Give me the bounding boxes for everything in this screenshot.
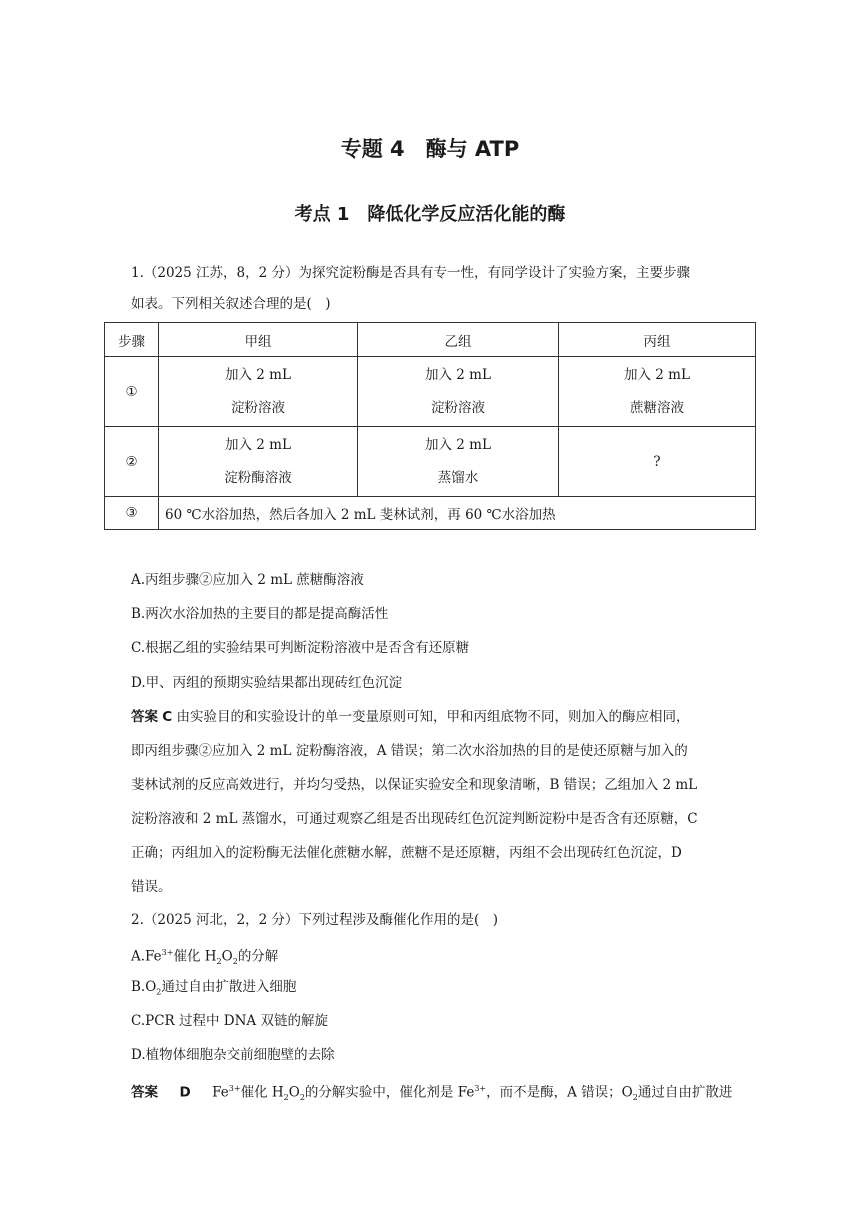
cell-line: 淀粉溶液	[431, 399, 485, 416]
text: 的分解	[237, 948, 279, 965]
text: A.Fe	[131, 948, 162, 965]
cell-line: 加入 2 mL	[425, 366, 491, 383]
q2-answer-line	[131, 1079, 732, 1108]
q1-option-b: B.两次水浴加热的主要目的都是提高酶活性	[131, 606, 389, 622]
q1-option-d: D.甲、丙组的预期实验结果都出现砖红色沉淀	[131, 675, 403, 691]
header-step: 步骤	[105, 323, 159, 357]
text: Fe	[212, 1084, 229, 1101]
text: 的分解实验中，催化剂是 Fe	[304, 1084, 475, 1101]
q1-answer-line	[131, 707, 690, 727]
text: 催化 H	[173, 948, 217, 965]
cell-line: 加入 2 mL	[225, 366, 291, 383]
text: ，而不是酶，A 错误；O	[486, 1084, 633, 1101]
header-group-a: 甲组	[159, 323, 358, 357]
superscript: 3+	[161, 948, 174, 957]
q2-option-b	[131, 977, 296, 1003]
cell-line: 加入 2 mL	[225, 436, 291, 453]
table-row	[105, 497, 756, 530]
cell	[559, 357, 756, 427]
step-cell: ②	[105, 427, 159, 497]
subscript: 2	[283, 1093, 289, 1103]
answer-label: 答案	[131, 1084, 158, 1101]
merged-cell: 60 ℃水浴加热，然后各加入 2 mL 斐林试剂，再 60 ℃水浴加热	[159, 497, 756, 530]
table-row	[105, 357, 756, 427]
subscript: 2	[632, 1093, 638, 1103]
answer-key: C	[162, 709, 173, 725]
q1-stem-line1: 1.（2025 江苏，8，2 分）为探究淀粉酶是否具有专一性，有同学设计了实验方案，主要步骤	[131, 265, 690, 281]
q2-option-a	[131, 943, 278, 972]
header-group-c: 丙组	[559, 323, 756, 357]
q1-stem-line2: 如表。下列相关叙述合理的是( )	[131, 296, 331, 312]
cell-line: 蔗糖溶液	[630, 399, 684, 416]
experiment-table	[104, 322, 756, 530]
subscript: 2	[156, 987, 162, 997]
header-group-b: 乙组	[358, 323, 559, 357]
answer-key: D	[179, 1084, 191, 1101]
q1-option-c: C.根据乙组的实验结果可判断淀粉溶液中是否含有还原糖	[131, 640, 470, 656]
q2-option-c: C.PCR 过程中 DNA 双链的解旋	[131, 1013, 328, 1029]
q1-answer-line: 错误。	[131, 879, 172, 895]
answer-label: 答案	[131, 709, 158, 725]
q1-option-a: A.丙组步骤②应加入 2 mL 蔗糖酶溶液	[131, 572, 364, 588]
q1-answer-line: 斐林试剂的反应高效进行，并均匀受热，以保证实验安全和现象清晰，B 错误；乙组加入 2 mL	[131, 777, 698, 793]
step-cell: ③	[105, 497, 159, 530]
page-title: 专题 4 酶与 ATP	[340, 137, 520, 161]
table-header-row	[105, 323, 756, 357]
cell-line: 加入 2 mL	[624, 366, 690, 383]
cell-line: 加入 2 mL	[425, 436, 491, 453]
unknown-cell: ?	[559, 427, 756, 497]
text: 通过自由扩散进入细胞	[161, 979, 297, 995]
superscript: 3+	[474, 1084, 487, 1093]
cell	[159, 357, 358, 427]
text: 通过自由扩散进	[637, 1084, 733, 1101]
table-row	[105, 427, 756, 497]
q1-answer-line: 正确；丙组加入的淀粉酶无法催化蔗糖水解，蔗糖不是还原糖，丙组不会出现砖红色沉淀，D	[131, 845, 682, 861]
q1-answer-line: 即丙组步骤②应加入 2 mL 淀粉酶溶液，A 错误；第二次水浴加热的目的是使还原糖与加入的	[131, 743, 688, 759]
text: O	[221, 948, 233, 965]
superscript: 3+	[228, 1084, 241, 1093]
cell	[159, 427, 358, 497]
cell-line: 淀粉酶溶液	[224, 469, 292, 486]
text: B.O	[131, 979, 157, 995]
q1-answer-line: 淀粉溶液和 2 mL 蒸馏水，可通过观察乙组是否出现砖红色沉淀判断淀粉中是否含有还原糖，C	[131, 811, 698, 827]
q2-stem: 2.（2025 河北，2，2 分）下列过程涉及酶催化作用的是( )	[131, 912, 499, 928]
section-title: 考点 1 降低化学反应活化能的酶	[294, 204, 566, 225]
step-cell: ①	[105, 357, 159, 427]
cell	[358, 357, 559, 427]
text: 催化 H	[240, 1084, 284, 1101]
subscript: 2	[232, 957, 238, 967]
subscript: 2	[299, 1093, 305, 1103]
text: O	[288, 1084, 300, 1101]
subscript: 2	[216, 957, 222, 967]
answer-text: 由实验目的和实验设计的单一变量原则可知，甲和丙组底物不同，则加入的酶应相同，	[176, 709, 690, 725]
cell-line: 蒸馏水	[437, 469, 479, 486]
q2-option-d: D.植物体细胞杂交前细胞壁的去除	[131, 1047, 335, 1063]
cell-line: 淀粉溶液	[231, 399, 285, 416]
cell	[358, 427, 559, 497]
